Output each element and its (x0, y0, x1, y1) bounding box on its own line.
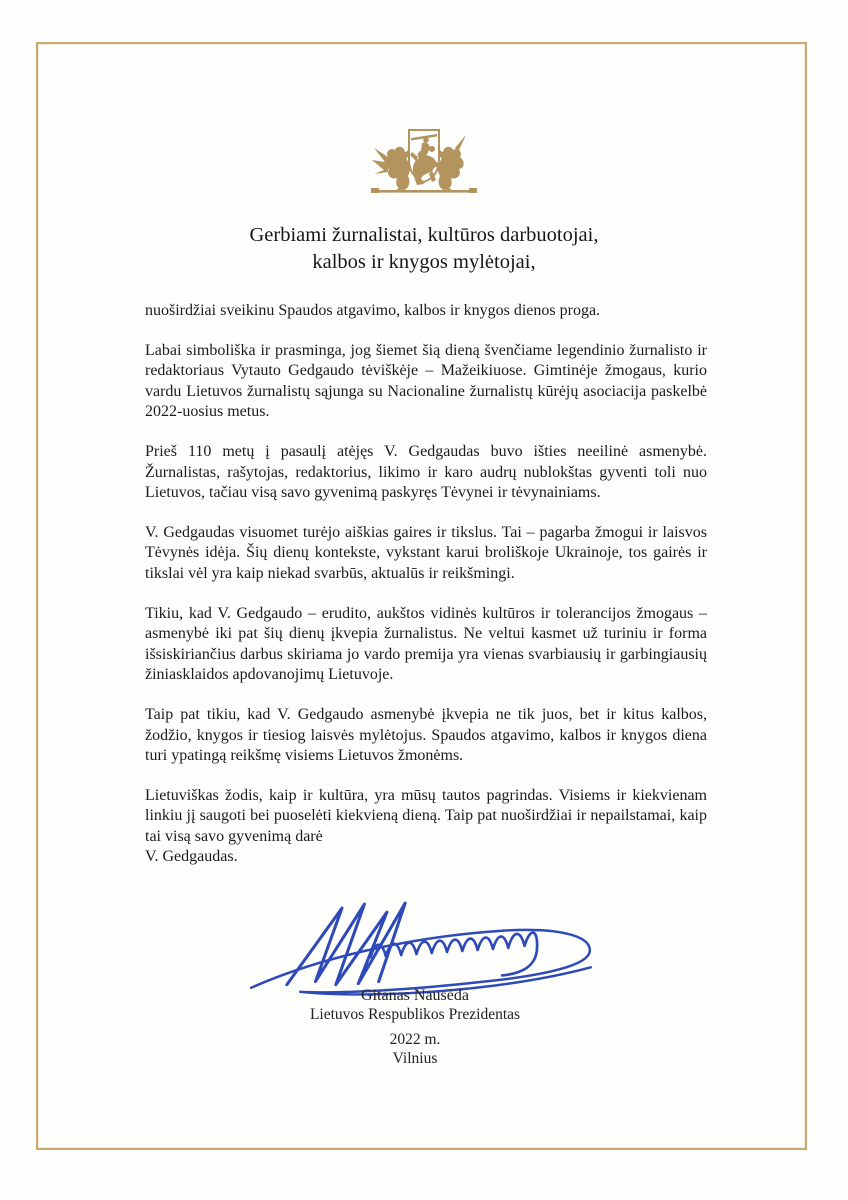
paragraph-award: Tikiu, kad V. Gedgaudo – erudito, aukštos vidinės kultūros ir tolerancijos žmogaus – asmenybė iki pat šių dienų įkvepia žurnalistus. Ne veltui kasmet už turiniu ir forma išsiskiriančius darbus skiriama jo vardo premija yra vienas svarbiausių ir garbingiausių žiniasklaidos apdovanojimų Lietuvoje. (145, 604, 707, 684)
paragraph-biography: Prieš 110 metų į pasaulį atėjęs V. Gedgaudas buvo išties neeilinė asmenybė. Žurnalistas, rašytojas, redaktorius, likimo ir karo audrų nublokštas gyventi toli nuo Lietuvos, tačiau visą savo gyvenimą paskyręs Tėvynei ir tėvynainiams. (145, 442, 707, 502)
salutation-line-2: kalbos ir knygos mylėtojai, (312, 251, 536, 273)
coat-of-arms-icon (0, 128, 848, 203)
letter-year: 2022 m. (389, 1031, 441, 1048)
signature-block (0, 986, 830, 1068)
paragraph-greeting: nuoširdžiai sveikinu Spaudos atgavimo, kalbos ir knygos dienos proga. (145, 302, 601, 319)
closing-name-line: V. Gedgaudas. (145, 848, 238, 866)
letter-salutation (0, 222, 848, 276)
paragraph-inspire: Taip pat tikiu, kad V. Gedgaudo asmenybė įkvepia ne tik juos, bet ir kitus kalbos, žodžio, knygos ir tiesiog laisvės mylėtojus. Spaudos atgavimo, kalbos ir knygos diena turi ypatingą reikšmę visiems Lietuvos žmonėms. (145, 705, 707, 765)
signer-name: Gitanas Nausėda (361, 987, 469, 1004)
signer-title: Lietuvos Respublikos Prezidentas (309, 1006, 521, 1023)
closing-text: Lietuviškas žodis, kaip ir kultūra, yra mūsų tautos pagrindas. Visiems ir kiekvienam linkiu jį saugoti bei puoselėti kiekvieną dieną. Taip pat nuoširdžiai ir nepailstamai, kaip tai visą savo gyvenimą darė (145, 786, 707, 845)
paragraph-values: V. Gedgaudas visuomet turėjo aiškias gaires ir tikslus. Tai – pagarba žmogui ir laisvos Tėvynės idėja. Šių dienų kontekste, vykstant karui broliškoje Ukrainoje, tos gairės ir tikslai vėl yra kaip niekad svarbūs, aktualūs ir reikšmingi. (145, 523, 707, 582)
letter-body (145, 301, 707, 868)
paragraph-closing (145, 786, 707, 868)
paragraph-symbolic: Labai simboliška ir prasminga, jog šiemet šią dieną švenčiame legendinio žurnalisto ir redaktoriaus Vytauto Gedgaudo tėviškėje – Mažeikiuose. Gimtinėje žmogaus, kurio vardu Lietuvos žurnalistų sąjunga su Nacionaline žurnalistų kūrėjų asociacija paskelbė 2022-uosius metus. (145, 341, 707, 421)
letter-city: Vilnius (392, 1050, 438, 1067)
salutation-line-1: Gerbiami žurnalistai, kultūros darbuotojai, (249, 224, 599, 246)
